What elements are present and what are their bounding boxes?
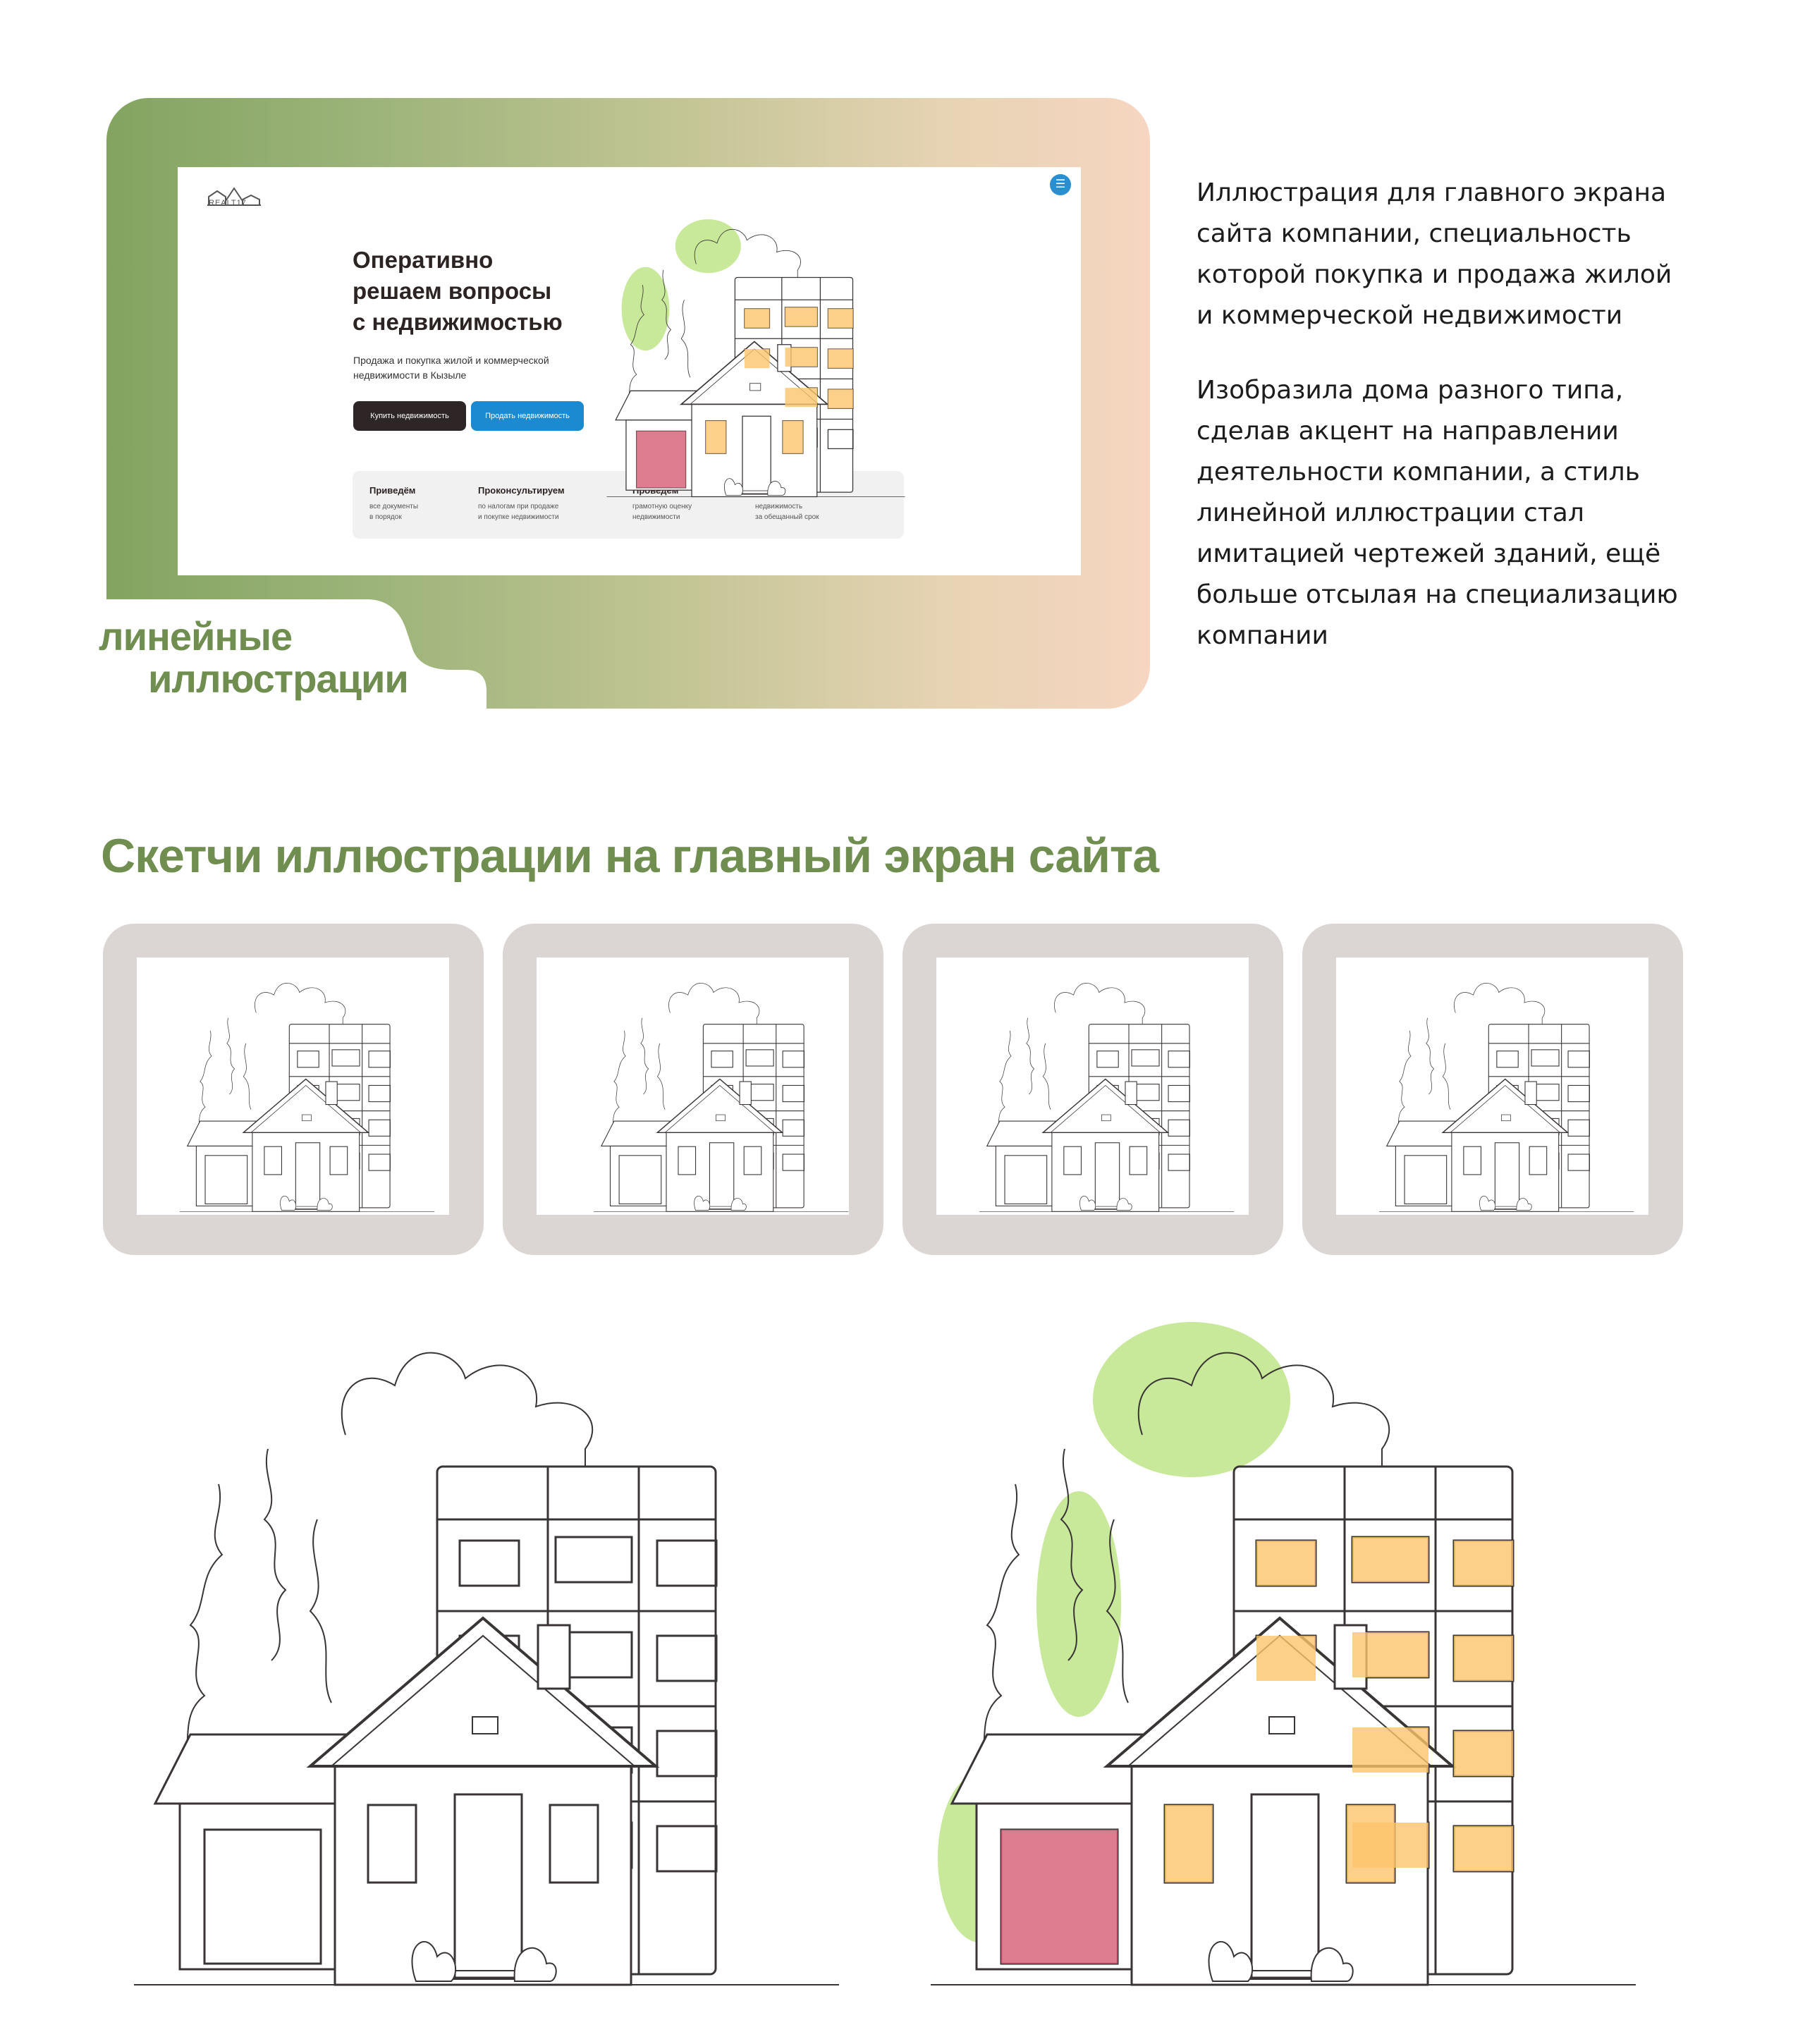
hamburger-icon[interactable]: ☰ [1050,174,1071,195]
sketch-card [902,924,1283,1255]
sketch-image [936,957,1249,1215]
description-paragraph-2: Изобразила дома разного типа, сделав акцент на направлении деятельности компании, а стиль линейной иллюстрации стал имитацией чертежей зданий, ещё больше отсылая на специализацию компании [1197,376,1678,650]
website-mockup [178,167,1081,575]
sketch-card [1302,924,1683,1255]
tab-title-line2: иллюстрации [148,656,408,701]
sketch-image [1336,957,1648,1215]
tab-title-line1: линейные [99,614,293,659]
buy-property-button[interactable]: Купить недвижимость [353,401,466,431]
feature-title: Приведём [369,485,416,496]
sketch-card [503,924,883,1255]
line-illustration [120,1308,853,2020]
feature-desc: все документы в порядок [369,503,419,521]
feature-item [478,485,565,522]
feature-desc: по налогам при продаже и покупке недвижимости [478,503,559,521]
logo-text: REALT17 [209,199,247,207]
description-paragraph-1: Иллюстрация для главного экрана сайта компании, специальность которой покупка и продажа жилой и коммерческой недвижимости [1197,178,1672,330]
sketch-card [103,924,484,1255]
hero-title: Оперативно решаем вопросы с недвижимостью [353,247,563,335]
hero-subtitle: Продажа и покупка жилой и коммерческой недвижимости в Кызыле [353,355,549,381]
colored-illustration [917,1308,1650,2020]
sketches-title: Скетчи иллюстрации на главный экран сайта [101,829,1159,883]
hero-illustration [601,209,911,513]
sketch-image [537,957,849,1215]
feature-desc: грамотную оценку недвижимости [632,503,692,521]
feature-desc: недвижимость за обещанный срок [755,503,819,521]
feature-title: Проконсультируем [478,485,565,496]
feature-item [369,485,418,522]
logo-house-icon [206,180,262,214]
sell-property-button[interactable]: Продать недвижимость [471,401,584,431]
sketch-image [137,957,449,1215]
